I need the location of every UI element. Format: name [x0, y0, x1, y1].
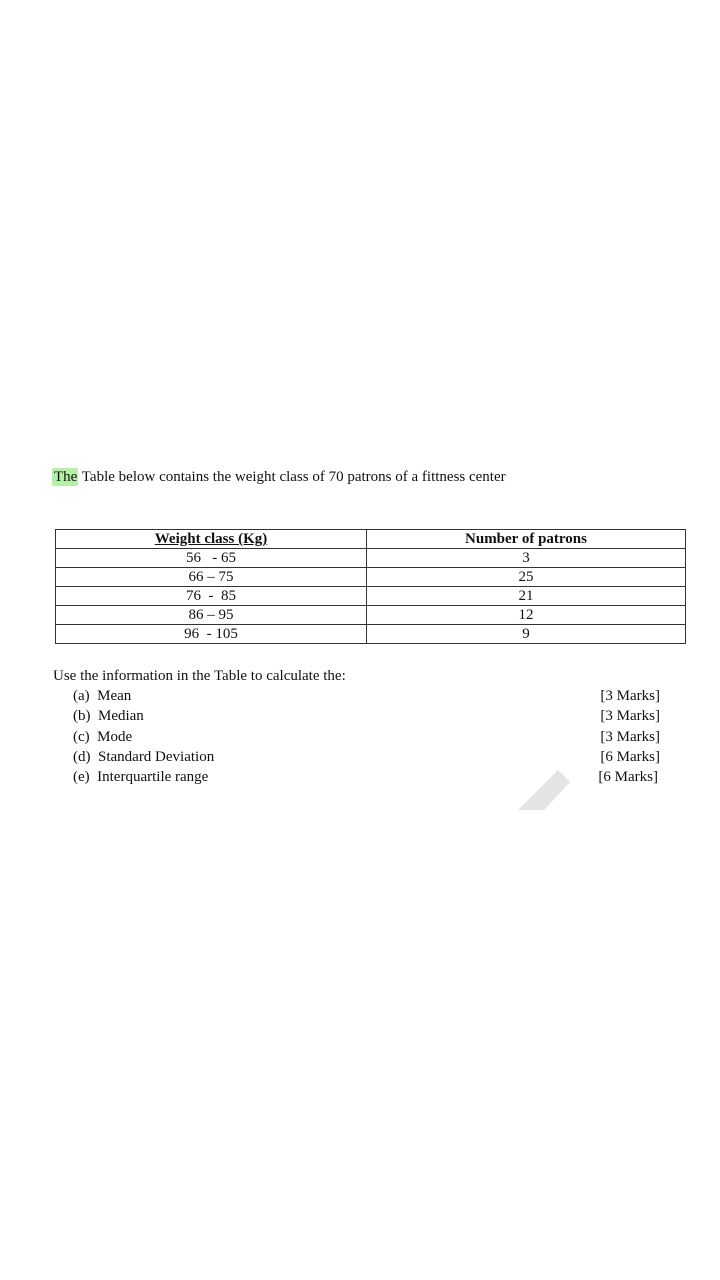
question-label: (c) Mode [73, 728, 133, 745]
table-row [56, 549, 686, 568]
question-marks: [3 Marks] [600, 708, 660, 725]
question-label: (e) Interquartile range [73, 769, 209, 786]
patron-count-cell: 25 [367, 568, 686, 587]
question-marks: [3 Marks] [600, 688, 660, 704]
patron-count-cell: 3 [367, 549, 686, 568]
question-item [73, 727, 663, 747]
question-marks: [6 Marks] [600, 748, 660, 765]
instructions-text: Use the information in the Table to calculate the: [53, 668, 346, 684]
weight-class-cell: 76 - 85 [56, 587, 367, 606]
watermark-icon [510, 762, 580, 812]
table-header-row [56, 530, 686, 549]
question-label: (b) Median [73, 708, 144, 725]
weight-class-cell: 86 – 95 [56, 606, 367, 625]
intro-text: Table below contains the weight class of 70 patrons of a fittness center [78, 469, 506, 485]
watermark-shape [518, 770, 570, 810]
patron-count-cell: 21 [367, 587, 686, 606]
weight-class-table [55, 529, 686, 644]
intro-sentence [52, 467, 506, 487]
highlighted-word[interactable]: The [54, 469, 78, 485]
header-weight-class [56, 530, 367, 549]
weight-class-cell: 56 - 65 [56, 549, 367, 568]
table-row [56, 625, 686, 644]
weight-class-cell: 96 - 105 [56, 625, 367, 644]
table-row [56, 606, 686, 625]
question-marks: [3 Marks] [600, 728, 660, 745]
question-label: (a) Mean [73, 688, 132, 704]
table-row [56, 587, 686, 606]
header-number-of-patrons: Number of patrons [367, 530, 686, 549]
patron-count-cell: 12 [367, 606, 686, 625]
weight-class-cell: 66 – 75 [56, 568, 367, 587]
question-marks: [6 Marks] [598, 769, 658, 786]
patron-count-cell: 9 [367, 625, 686, 644]
question-label: (d) Standard Deviation [73, 748, 215, 765]
question-item [73, 706, 663, 726]
header-weight-class-text: Weight class (Kg) [154, 531, 268, 547]
question-item [73, 686, 663, 706]
table-row [56, 568, 686, 587]
